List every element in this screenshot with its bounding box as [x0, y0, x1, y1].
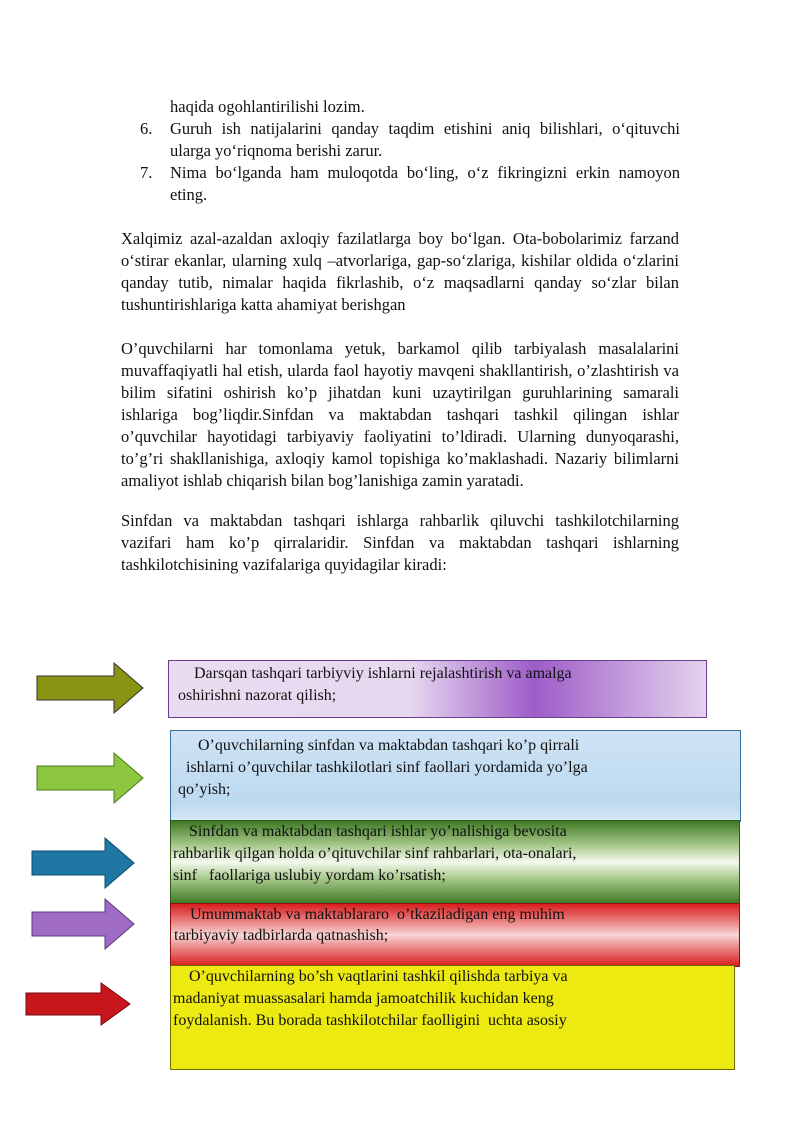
duty-line: O’quvchilarning bo’sh vaqtlarini tashkil qilishda tarbiya va: [173, 968, 568, 985]
duty-line: qo’yish;: [178, 781, 231, 798]
duty-box-free-time: [170, 965, 735, 1070]
duty-line: oshirishni nazorat qilish;: [178, 687, 337, 704]
arrow-shape: [37, 753, 143, 803]
duty-box-planning: [168, 660, 707, 718]
arrow-shape: [32, 899, 134, 949]
duty-line: sinf faollariga uslubiy yordam ko’rsatish;: [173, 867, 446, 884]
arrow-right-icon: [31, 898, 135, 950]
duty-line: foydalanish. Bu borada tashkilotchilar faolligini uchta asosiy: [173, 1012, 567, 1029]
arrow-right-icon: [31, 837, 135, 889]
numbered-list: [140, 96, 680, 206]
duty-line: Darsqan tashqari tarbiyviy ishlarni rejalashtirish va amalga: [178, 665, 572, 682]
list-item-number: 7.: [140, 163, 153, 182]
paragraph-upbringing: O’quvchilarni har tomonlama yetuk, barkamol qilib tarbiyalash masalalarini muvaffaqiyatli hal etish, ularda faol hayotiy mavqeni shakllantirish, o’zlashtirish va bilim sifatini oshirish ko’p jihatdan kuni uzaytirilgan guruhlarining samarali ishlariga bog’liqdir.Sinfdan va maktabdan tashqari tashkil qilingan ishlar o’quvchilar hayotidagi tarbiyaviy faoliyatini to’ldiradi. Ularning dunyoqarashi, to’g’ri shakllanishiga, axloqiy kamol topishiga ko’maklashadi. Nazariy bilimlarni amaliyot ishlab chiqarish bilan bog’lanishiga zamin yaratadi.: [121, 339, 679, 490]
list-item-text: Nima bo‘lganda ham muloqotda bo‘ling, o‘z fikringizni erkin namoyon eting.: [170, 163, 680, 204]
arrow-right-icon: [25, 982, 131, 1026]
list-item-number: 6.: [140, 119, 153, 138]
duty-box-methodical-help: [170, 820, 740, 904]
arrow-shape: [37, 663, 143, 713]
list-item: [140, 162, 680, 206]
duty-line: Sinfdan va maktabdan tashqari ishlar yo’nalishiga bevosita: [173, 823, 567, 840]
arrow-right-icon: [36, 662, 144, 714]
duty-line: Umummaktab va maktablararo o’tkaziladigan eng muhim: [174, 906, 565, 923]
paragraph-duties-intro: Sinfdan va maktabdan tashqari ishlarga rahbarlik qiluvchi tashkilotchilarning vazifari ham ko’p qirralaridir. Sinfdan va maktabdan tashqari ishlarning tashkilotchisining vazifalariga quyidagilar kiradi:: [121, 511, 679, 574]
list-item-text: Guruh ish natijalarini qanday taqdim etishini aniq bilishlari, o‘qituvchi ularga yo‘riqnoma berishi zarur.: [170, 119, 680, 160]
arrow-shape: [32, 838, 134, 888]
duty-line: tarbiyaviy tadbirlarda qatnashish;: [174, 927, 389, 944]
duty-line: ishlarni o’quvchilar tashkilotlari sinf faollari yordamida yo’lga: [178, 759, 588, 776]
duty-box-participation: [170, 903, 740, 967]
duty-line: O’quvchilarning sinfdan va maktabdan tashqari ko’p qirrali: [178, 737, 580, 754]
arrow-right-icon: [36, 752, 144, 804]
paragraph-heritage: Xalqimiz azal-azaldan axloqiy fazilatlarga boy bo‘lgan. Ota-bobolarimiz farzand o‘stirar ekanlar, ularning xulq –atvorlariga, gap-so‘zlariga, kishilar oldida o‘zlarini qanday tutib, nimalar haqida fikrlashib, o‘z maqsadlarni qanday so‘zlar bilan tushuntirishlariga katta ahamiyat berishgan: [121, 229, 679, 314]
duty-line: rahbarlik qilgan holda o’qituvchilar sinf rahbarlari, ota-onalari,: [173, 845, 577, 862]
list-item: [140, 118, 680, 162]
arrow-shape: [26, 983, 130, 1025]
duty-box-organizing: [170, 730, 741, 822]
list-continuation: haqida ogohlantirilishi lozim.: [170, 97, 365, 116]
duty-line: madaniyat muassasalari hamda jamoatchilik kuchidan keng: [173, 990, 554, 1007]
